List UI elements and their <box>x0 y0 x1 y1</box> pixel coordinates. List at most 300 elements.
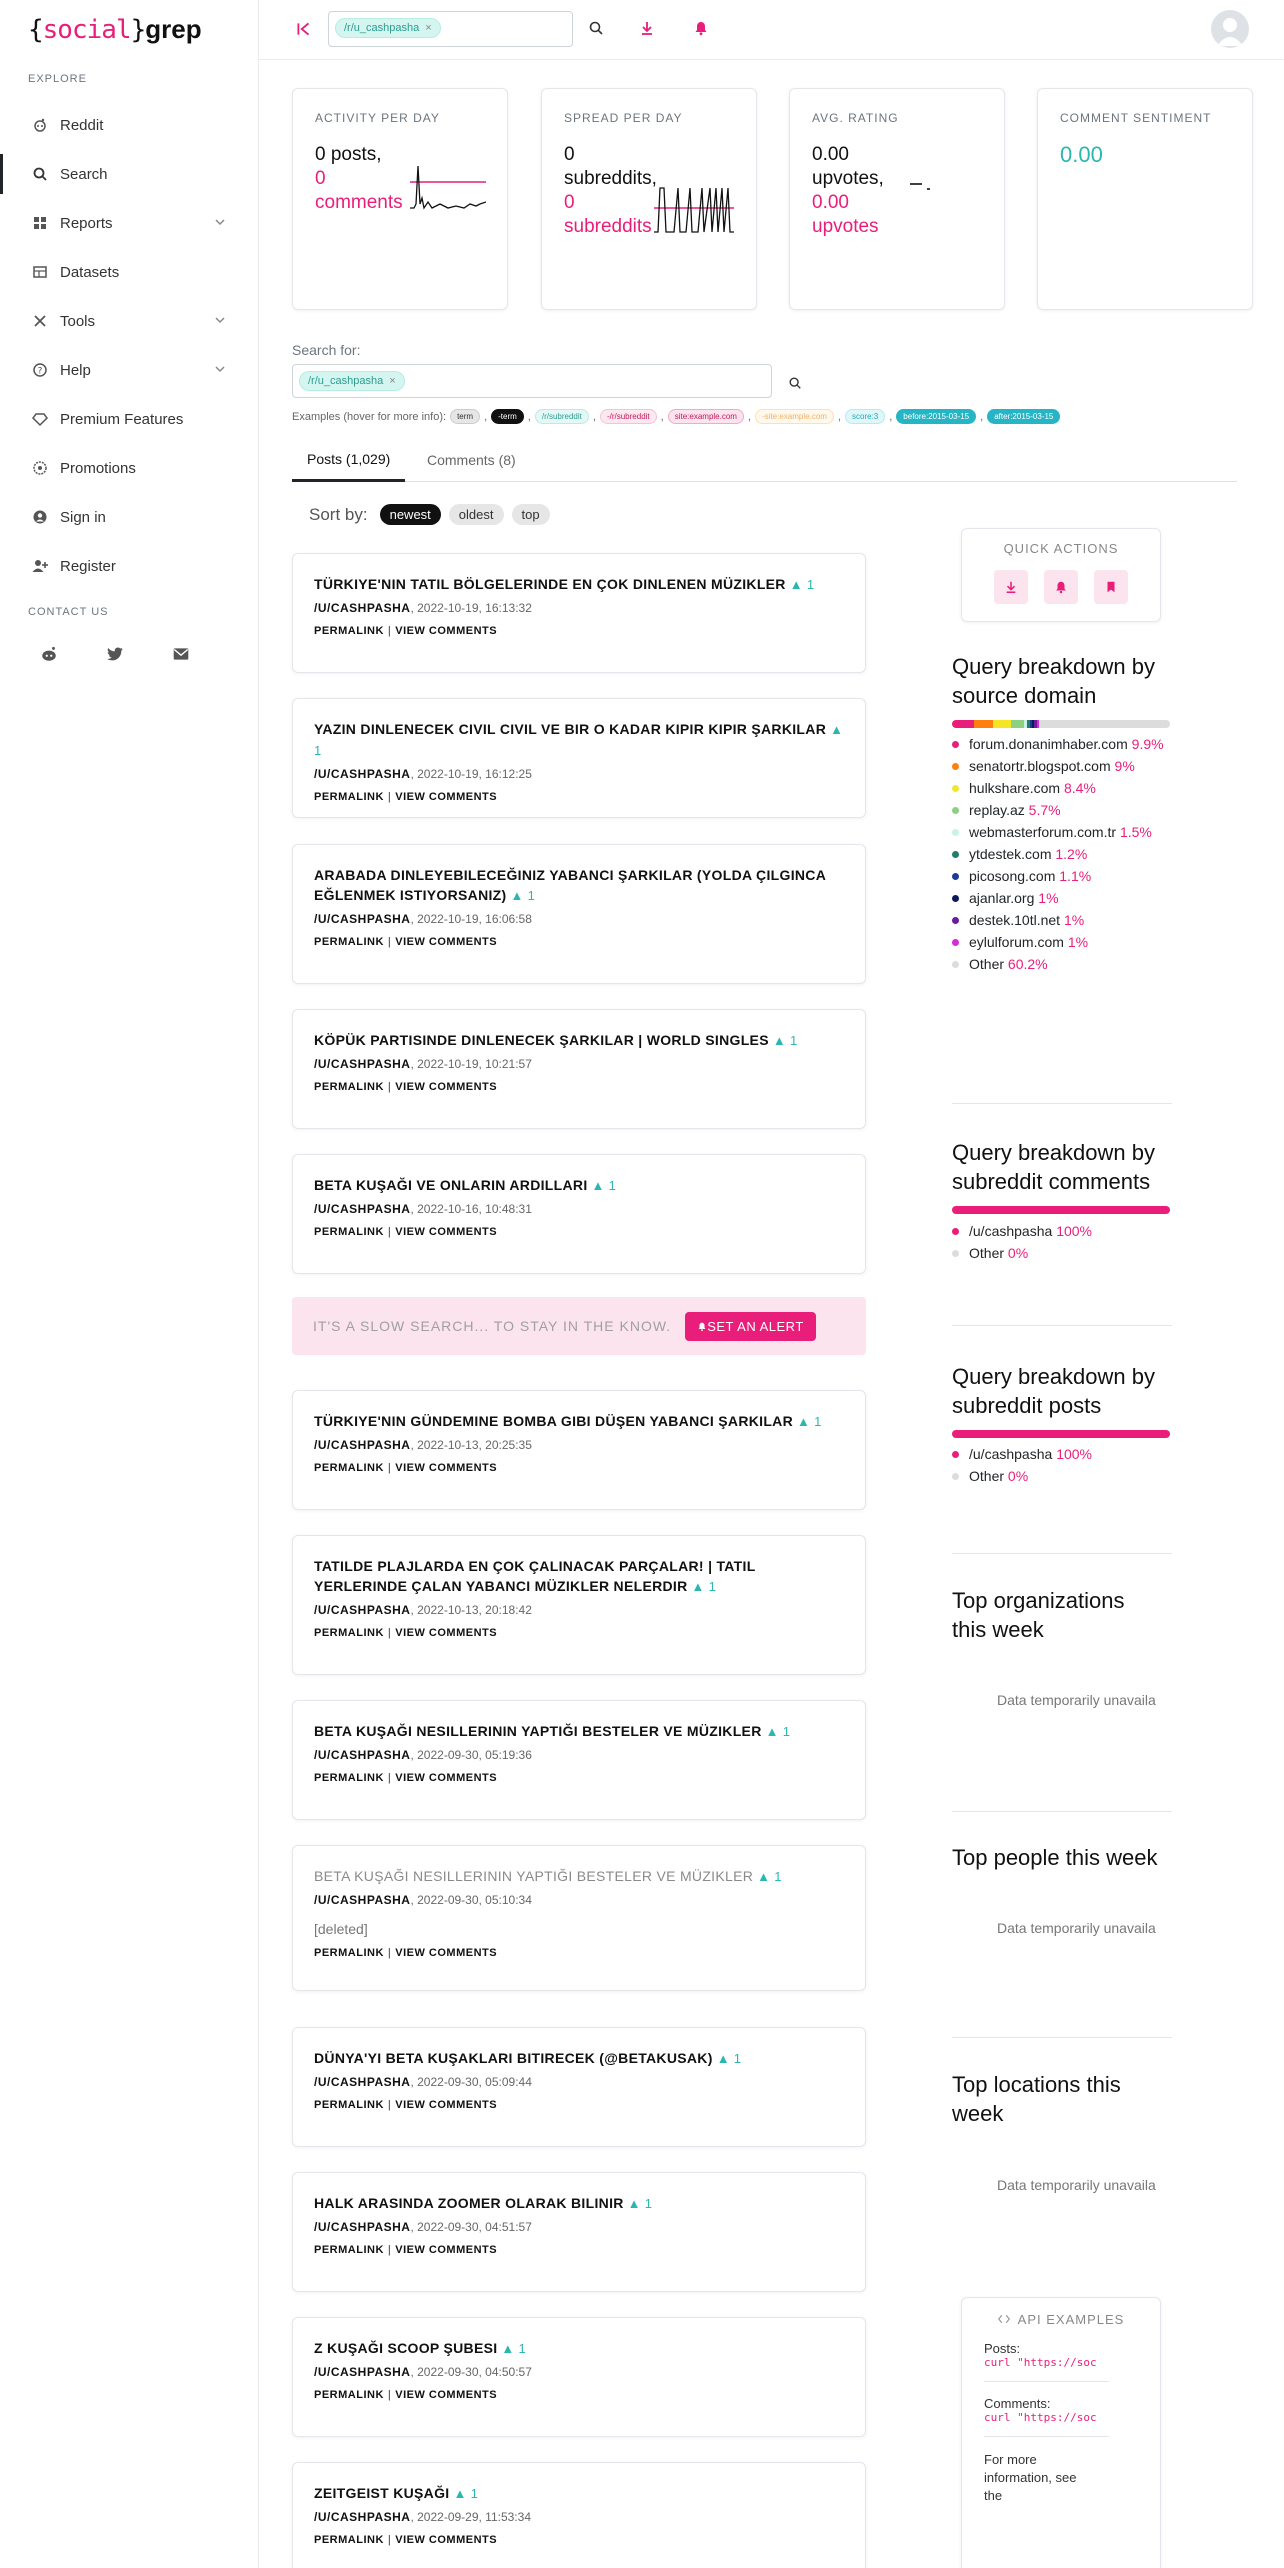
card-value: 0.00 upvotes, 0.00 upvotes <box>812 144 884 237</box>
view-comments-link[interactable]: VIEW COMMENTS <box>395 2099 498 2111</box>
alert-button[interactable] <box>1044 570 1078 604</box>
api-posts-label: Posts: <box>984 2341 1021 2356</box>
legend-percent: 5.7% <box>1028 802 1061 818</box>
tools-icon <box>32 313 48 329</box>
example-chip[interactable]: site:example.com <box>668 409 744 424</box>
sentiment-value: 0.00 <box>1060 142 1103 167</box>
legend-row[interactable] <box>952 1465 1182 1487</box>
quick-actions <box>961 528 1161 622</box>
explore-label: EXPLORE <box>28 73 87 85</box>
remove-chip-icon[interactable]: × <box>425 22 432 34</box>
query-chip[interactable] <box>299 371 405 391</box>
view-comments-link[interactable]: VIEW COMMENTS <box>395 1627 498 1639</box>
top-people-status: Data temporarily unavaila <box>997 1920 1156 1936</box>
post-links: PERMALINK | VIEW COMMENTS <box>314 1462 498 1474</box>
top-orgs-title: Top organizations this week <box>952 1588 1125 1642</box>
card-title: SPREAD PER DAY <box>564 111 683 125</box>
legend-label: Other <box>969 1245 1005 1261</box>
legend-dot <box>952 763 959 770</box>
score: ▲ 1 <box>772 1033 798 1048</box>
permalink-link[interactable]: PERMALINK <box>314 1627 384 1639</box>
post-meta <box>314 1893 844 1907</box>
post-links: PERMALINK | VIEW COMMENTS <box>314 625 498 637</box>
social-links <box>40 645 190 663</box>
sidebar-item-label: Reddit <box>60 116 104 134</box>
legend-row[interactable] <box>952 887 1182 909</box>
post-card <box>292 1009 866 1129</box>
post-body: [deleted] <box>314 1921 368 1937</box>
code-icon <box>998 2314 1010 2324</box>
score: ▲ 1 <box>314 722 844 758</box>
post-title[interactable]: ZEITGEIST KUŞAĞI ▲ 1 <box>314 2485 479 2501</box>
query-chip[interactable] <box>335 18 441 38</box>
examples-label: Examples (hover for more info): <box>292 410 447 423</box>
api-posts-code[interactable]: curl "https://soc <box>984 2356 1097 2369</box>
search-icon[interactable] <box>588 20 604 36</box>
post-date: , 2022-09-29, 11:53:34 <box>410 2510 531 2524</box>
author-link[interactable]: /U/CASHPASHA <box>314 1438 411 1452</box>
sidebar-item-signin[interactable] <box>0 497 258 537</box>
legend-percent: 0% <box>1007 1468 1029 1484</box>
legend-label: eylulforum.com <box>969 934 1064 950</box>
post-card <box>292 2027 866 2147</box>
reddit-icon[interactable] <box>40 645 58 663</box>
view-comments-link[interactable]: VIEW COMMENTS <box>395 2389 498 2401</box>
sidebar-item-label: Reports <box>60 214 113 232</box>
chevron-down-icon <box>214 363 226 375</box>
set-alert-button[interactable]: SET AN ALERT <box>685 1312 816 1341</box>
legend-label: webmasterforum.com.tr <box>969 824 1117 840</box>
legend-label: Other <box>969 1468 1005 1484</box>
sidebar-item-reddit[interactable] <box>0 105 258 145</box>
breakdown-segment <box>974 720 994 728</box>
svg-text:?: ? <box>37 366 43 377</box>
post-card <box>292 2172 866 2292</box>
legend-row[interactable] <box>952 953 1182 975</box>
post-title[interactable]: Z KUŞAĞI SCOOP ŞUBESI ▲ 1 <box>314 2340 527 2356</box>
bookmark-icon <box>1104 580 1118 594</box>
permalink-link[interactable]: PERMALINK <box>314 2534 384 2546</box>
user-avatar-icon <box>1211 10 1249 48</box>
score: ▲ 1 <box>591 1178 617 1193</box>
card-value: 0 posts, 0 comments <box>315 144 403 213</box>
badge-icon <box>32 460 48 476</box>
top-orgs-status: Data temporarily unavaila <box>997 1692 1156 1708</box>
post-links: PERMALINK | VIEW COMMENTS <box>314 2534 498 2546</box>
collapse-sidebar-icon[interactable] <box>295 20 313 38</box>
view-comments-link[interactable]: VIEW COMMENTS <box>395 1947 498 1959</box>
legend-percent: 100% <box>1056 1446 1092 1462</box>
post-links: PERMALINK | VIEW COMMENTS <box>314 1226 498 1238</box>
domain-breakdown-bar <box>952 720 1170 728</box>
author-link[interactable]: /U/CASHPASHA <box>314 2510 411 2524</box>
view-comments-link[interactable]: VIEW COMMENTS <box>395 1081 498 1093</box>
spread-card <box>541 88 757 310</box>
breakdown-segment <box>1011 720 1023 728</box>
legend-dot <box>952 785 959 792</box>
view-comments-link[interactable]: VIEW COMMENTS <box>395 1226 498 1238</box>
mail-icon[interactable] <box>172 645 190 663</box>
legend-dot <box>952 873 959 880</box>
remove-chip-icon[interactable]: × <box>389 375 396 387</box>
sidebar-item-label: Help <box>60 361 91 379</box>
breakdown-segment <box>952 1430 1170 1438</box>
sort-newest[interactable]: newest <box>380 504 441 525</box>
post-date: , 2022-10-13, 20:18:42 <box>410 1603 532 1617</box>
tab-comments[interactable]: Comments (8) <box>427 452 516 468</box>
view-comments-link[interactable]: VIEW COMMENTS <box>395 625 498 637</box>
post-meta <box>314 2510 844 2524</box>
legend-dot <box>952 895 959 902</box>
legend-percent: 0% <box>1007 1245 1029 1261</box>
card-title: ACTIVITY PER DAY <box>315 111 440 125</box>
post-card <box>292 1154 866 1274</box>
post-card <box>292 553 866 673</box>
post-title[interactable]: TÜRKIYE'NIN GÜNDEMINE BOMBA GIBI DÜŞEN YABANCI ŞARKILAR ▲ 1 <box>314 1413 822 1429</box>
comments-breakdown-bar <box>952 1206 1170 1214</box>
example-chip[interactable]: -site:example.com <box>755 409 834 424</box>
score: ▲ 1 <box>765 1724 791 1739</box>
sentiment-card <box>1037 88 1253 310</box>
legend-percent: 1.2% <box>1055 846 1088 862</box>
download-button[interactable] <box>994 570 1028 604</box>
contact-label: CONTACT US <box>28 606 109 618</box>
comments-breakdown-title: Query breakdown by subreddit comments <box>952 1140 1155 1194</box>
post-date: , 2022-10-19, 10:21:57 <box>410 1057 532 1071</box>
breakdown-segment <box>952 720 974 728</box>
search-section <box>292 342 772 398</box>
query-chip-label: /r/u_cashpasha <box>344 22 420 34</box>
example-chip[interactable]: /r/subreddit <box>535 409 589 424</box>
author-link[interactable]: /U/CASHPASHA <box>314 1057 411 1071</box>
bell-icon <box>697 1321 707 1332</box>
author-link[interactable]: /U/CASHPASHA <box>314 601 411 615</box>
api-title: API EXAMPLES <box>984 2312 1138 2327</box>
sidebar-item-tools[interactable] <box>0 301 258 341</box>
example-chip[interactable]: after:2015-03-15 <box>987 409 1060 424</box>
legend-row[interactable] <box>952 1242 1182 1264</box>
card-title: AVG. RATING <box>812 111 899 125</box>
avatar[interactable] <box>1211 10 1249 48</box>
post-card <box>292 1390 866 1510</box>
post-card <box>292 2317 866 2437</box>
post-title[interactable]: HALK ARASINDA ZOOMER OLARAK BILINIR ▲ 1 <box>314 2195 653 2211</box>
legend-dot <box>952 851 959 858</box>
sort-bar <box>309 504 550 525</box>
post-title[interactable]: YAZIN DINLENECEK CIVIL CIVIL VE BIR O KADAR KIPIR KIPIR ŞARKILAR ▲ 1 <box>314 721 844 758</box>
legend-dot <box>952 741 959 748</box>
sidebar-item-premium[interactable] <box>0 399 258 439</box>
post-title[interactable]: BETA KUŞAĞI NESILLERININ YAPTIĞI BESTELER VE MÜZIKLER ▲ 1 <box>314 1723 791 1739</box>
view-comments-link[interactable]: VIEW COMMENTS <box>395 2244 498 2256</box>
twitter-icon[interactable] <box>106 645 124 663</box>
legend-label: senatortr.blogspot.com <box>969 758 1111 774</box>
post-date: , 2022-09-30, 04:51:57 <box>410 2220 532 2234</box>
legend-percent: 1% <box>1063 912 1085 928</box>
score: ▲ 1 <box>789 577 815 592</box>
view-comments-link[interactable]: VIEW COMMENTS <box>395 1462 498 1474</box>
score: ▲ 1 <box>691 1579 717 1594</box>
sidebar-item-label: Register <box>60 557 116 575</box>
post-meta <box>314 1057 844 1071</box>
legend-label: destek.10tl.net <box>969 912 1061 928</box>
sidebar-item-promotions[interactable] <box>0 448 258 488</box>
post-date: , 2022-09-30, 05:09:44 <box>410 2075 532 2089</box>
example-chip[interactable]: -term <box>491 409 524 424</box>
legend-label: /u/cashpasha <box>969 1223 1053 1239</box>
divider <box>952 1553 1172 1554</box>
legend-label: forum.donanimhaber.com <box>969 736 1128 752</box>
sidebar-item-label: Sign in <box>60 508 106 526</box>
post-title[interactable]: DÜNYA'YI BETA KUŞAKLARI BITIRECEK (@BETAKUSAK) ▲ 1 <box>314 2050 742 2066</box>
divider <box>952 1325 1172 1326</box>
post-links: PERMALINK | VIEW COMMENTS <box>314 2244 498 2256</box>
view-comments-link[interactable]: VIEW COMMENTS <box>395 791 498 803</box>
permalink-link[interactable]: PERMALINK <box>314 1947 384 1959</box>
post-meta <box>314 1438 844 1452</box>
permalink-link[interactable]: PERMALINK <box>314 2244 384 2256</box>
example-chip[interactable]: before:2015-03-15 <box>896 409 976 424</box>
reddit-icon <box>32 117 48 133</box>
permalink-link[interactable]: PERMALINK <box>314 625 384 637</box>
author-link[interactable]: /U/CASHPASHA <box>314 767 411 781</box>
legend-row[interactable] <box>952 865 1182 887</box>
divider <box>952 1811 1172 1812</box>
legend-label: replay.az <box>969 802 1025 818</box>
author-link[interactable]: /U/CASHPASHA <box>314 1893 411 1907</box>
example-chip[interactable]: -/r/subreddit <box>600 409 657 424</box>
api-note: For more information, see the <box>984 2452 1077 2503</box>
top-locations-status: Data temporarily unavaila <box>997 2177 1156 2193</box>
legend-row[interactable] <box>952 843 1182 865</box>
post-meta <box>314 912 844 926</box>
post-title[interactable]: TATILDE PLAJLARDA EN ÇOK ÇALINACAK PARÇALAR! | TATIL YERLERINDE ÇALAN YABANCI MÜZIKLER NELERDIR ▲ 1 <box>314 1558 756 1594</box>
post-card <box>292 844 866 984</box>
sidebar-item-datasets[interactable] <box>0 252 258 292</box>
legend-row[interactable] <box>952 909 1182 931</box>
help-icon <box>32 362 48 378</box>
view-comments-link[interactable]: VIEW COMMENTS <box>395 2534 498 2546</box>
post-links: PERMALINK | VIEW COMMENTS <box>314 791 498 803</box>
permalink-link[interactable]: PERMALINK <box>314 2389 384 2401</box>
search-submit-icon[interactable] <box>788 376 802 390</box>
sidebar-item-search[interactable] <box>0 154 258 194</box>
bell-icon[interactable] <box>693 20 709 36</box>
sidebar-item-label: Tools <box>60 312 96 330</box>
post-title[interactable]: TÜRKIYE'NIN TATIL BÖLGELERINDE EN ÇOK DINLENEN MÜZIKLER ▲ 1 <box>314 576 815 592</box>
post-card <box>292 1845 866 1991</box>
permalink-link[interactable]: PERMALINK <box>314 936 384 948</box>
sidebar-item-label: Datasets <box>60 263 120 281</box>
post-card <box>292 698 866 818</box>
breakdown-segment <box>993 720 1011 728</box>
permalink-link[interactable]: PERMALINK <box>314 2099 384 2111</box>
legend-row[interactable] <box>952 931 1182 953</box>
legend-dot <box>952 939 959 946</box>
tab-posts[interactable]: Posts (1,029) <box>292 438 405 482</box>
author-link[interactable]: /U/CASHPASHA <box>314 1202 411 1216</box>
legend-dot <box>952 1451 959 1458</box>
author-link[interactable]: /U/CASHPASHA <box>314 912 411 926</box>
reports-icon <box>32 215 48 231</box>
legend-dot <box>952 829 959 836</box>
legend-dot <box>952 1228 959 1235</box>
legend-label: /u/cashpasha <box>969 1446 1053 1462</box>
author-link[interactable]: /U/CASHPASHA <box>314 1603 411 1617</box>
slow-search-alert <box>292 1297 866 1355</box>
divider <box>952 1103 1172 1104</box>
legend-row[interactable] <box>952 733 1182 755</box>
author-link[interactable]: /U/CASHPASHA <box>314 2365 411 2379</box>
view-comments-link[interactable]: VIEW COMMENTS <box>395 936 498 948</box>
sidebar-item-register[interactable] <box>0 546 258 586</box>
breakdown-segment <box>1039 720 1170 728</box>
permalink-link[interactable]: PERMALINK <box>314 1081 384 1093</box>
post-title[interactable]: ARABADA DINLEYEBILECEĞINIZ YABANCI ŞARKILAR (YOLDA ÇILGINCA EĞLENMEK ISTIYORSANIZ) ▲ 1 <box>314 867 826 903</box>
legend-label: ytdestek.com <box>969 846 1052 862</box>
card-title: COMMENT SENTIMENT <box>1060 111 1212 125</box>
diamond-icon <box>32 411 48 427</box>
post-title[interactable]: KÖPÜK PARTISINDE DINLENECEK ŞARKILAR | WORLD SINGLES ▲ 1 <box>314 1032 798 1048</box>
legend-dot <box>952 1250 959 1257</box>
view-comments-link[interactable]: VIEW COMMENTS <box>395 1772 498 1784</box>
legend-dot <box>952 917 959 924</box>
user-circle-icon <box>32 509 48 525</box>
legend-percent: 1% <box>1038 890 1059 906</box>
top-people-title: Top people this week <box>952 1845 1158 1870</box>
comments-breakdown-legend <box>952 1220 1182 1264</box>
api-comments-code[interactable]: curl "https://soc <box>984 2411 1097 2424</box>
search-icon <box>32 166 48 182</box>
quick-actions-title: QUICK ACTIONS <box>1003 541 1119 556</box>
post-card <box>292 2462 866 2568</box>
breakdown-segment <box>952 1206 1170 1214</box>
activity-sparkline <box>410 164 486 212</box>
post-links: PERMALINK | VIEW COMMENTS <box>314 1627 498 1639</box>
legend-label: picosong.com <box>969 868 1056 884</box>
rating-sparkline <box>910 179 932 191</box>
post-links: PERMALINK | VIEW COMMENTS <box>314 2099 498 2111</box>
permalink-link[interactable]: PERMALINK <box>314 1772 384 1784</box>
domain-breakdown-legend <box>952 733 1182 975</box>
api-examples <box>961 2297 1161 2568</box>
post-links: PERMALINK | VIEW COMMENTS <box>314 1947 498 1959</box>
logo[interactable]: {social}grep <box>28 14 202 45</box>
legend-row[interactable] <box>952 1443 1182 1465</box>
post-links: PERMALINK | VIEW COMMENTS <box>314 2389 498 2401</box>
legend-percent: 1% <box>1067 934 1089 950</box>
legend-label: Other <box>969 956 1005 972</box>
legend-label: hulkshare.com <box>969 780 1061 796</box>
sidebar-item-label: Premium Features <box>60 410 184 428</box>
legend-row[interactable] <box>952 821 1182 843</box>
legend-label: ajanlar.org <box>969 890 1035 906</box>
rating-card <box>789 88 1005 310</box>
query-chip-label: /r/u_cashpasha <box>308 375 384 387</box>
sort-oldest[interactable]: oldest <box>449 504 504 525</box>
score: ▲ 1 <box>453 2486 479 2501</box>
author-link[interactable]: /U/CASHPASHA <box>314 1748 411 1762</box>
post-meta <box>314 2075 844 2089</box>
score: ▲ 1 <box>757 1869 782 1884</box>
legend-row[interactable] <box>952 755 1182 777</box>
legend-row[interactable] <box>952 1220 1182 1242</box>
sort-label: Sort by: <box>309 504 368 524</box>
post-meta <box>314 1748 844 1762</box>
sidebar <box>0 0 259 2568</box>
sort-top[interactable]: top <box>512 504 550 525</box>
result-tabs <box>292 438 1237 482</box>
posts-breakdown-title: Query breakdown by subreddit posts <box>952 1364 1155 1418</box>
permalink-link[interactable]: PERMALINK <box>314 1226 384 1238</box>
score: ▲ 1 <box>510 888 536 903</box>
sidebar-item-help[interactable] <box>0 350 258 390</box>
legend-dot <box>952 961 959 968</box>
post-meta <box>314 601 844 615</box>
legend-percent: 8.4% <box>1063 780 1096 796</box>
author-link[interactable]: /U/CASHPASHA <box>314 2075 411 2089</box>
post-links: PERMALINK | VIEW COMMENTS <box>314 1081 498 1093</box>
search-examples: Examples (hover for more info): term , -term , /r/subreddit , -/r/subreddit , site:example.com , -site:example.com , score:3 , before:2015-03-15 , after:2015-03-15 <box>292 409 1060 424</box>
legend-percent: 9.9% <box>1131 736 1164 752</box>
legend-percent: 1.5% <box>1119 824 1152 840</box>
author-link[interactable]: /U/CASHPASHA <box>314 2220 411 2234</box>
score: ▲ 1 <box>627 2196 653 2211</box>
post-date: , 2022-09-30, 05:10:34 <box>410 1893 532 1907</box>
posts-breakdown-legend <box>952 1443 1182 1487</box>
bookmark-button[interactable] <box>1094 570 1128 604</box>
permalink-link[interactable]: PERMALINK <box>314 791 384 803</box>
post-title[interactable]: BETA KUŞAĞI NESILLERININ YAPTIĞI BESTELER VE MÜZIKLER ▲ 1 <box>314 1868 782 1884</box>
example-chip[interactable]: score:3 <box>845 409 885 424</box>
sidebar-item-label: Promotions <box>60 459 136 477</box>
bell-icon <box>1054 580 1068 594</box>
top-locations-title: Top locations this week <box>952 2072 1121 2126</box>
legend-row[interactable] <box>952 799 1182 821</box>
download-icon <box>1004 580 1018 594</box>
datasets-icon <box>32 264 48 280</box>
post-meta <box>314 2365 844 2379</box>
search-input[interactable] <box>292 364 772 398</box>
legend-row[interactable] <box>952 777 1182 799</box>
post-meta <box>314 1603 844 1617</box>
score: ▲ 1 <box>797 1414 822 1429</box>
header-search-input[interactable] <box>328 11 573 47</box>
score: ▲ 1 <box>501 2341 527 2356</box>
download-icon[interactable] <box>639 20 655 36</box>
example-chip[interactable]: term <box>450 409 480 424</box>
legend-percent: 1.1% <box>1059 868 1092 884</box>
score: ▲ 1 <box>716 2051 742 2066</box>
post-date: , 2022-10-13, 20:25:35 <box>410 1438 532 1452</box>
api-comments-label: Comments: <box>984 2396 1051 2411</box>
permalink-link[interactable]: PERMALINK <box>314 1462 384 1474</box>
post-card <box>292 1535 866 1675</box>
domain-breakdown-title: Query breakdown by source domain <box>952 654 1155 708</box>
legend-percent: 100% <box>1056 1223 1092 1239</box>
post-meta <box>314 2220 844 2234</box>
user-plus-icon <box>32 558 48 574</box>
post-card <box>292 1700 866 1820</box>
posts-breakdown-bar <box>952 1430 1170 1438</box>
post-title[interactable]: BETA KUŞAĞI VE ONLARIN ARDILLARI ▲ 1 <box>314 1177 617 1193</box>
sidebar-item-reports[interactable] <box>0 203 258 243</box>
post-links: PERMALINK | VIEW COMMENTS <box>314 1772 498 1784</box>
legend-percent: 9% <box>1114 758 1135 774</box>
post-meta <box>314 767 844 781</box>
post-date: , 2022-09-30, 05:19:36 <box>410 1748 532 1762</box>
spread-sparkline <box>654 184 734 236</box>
